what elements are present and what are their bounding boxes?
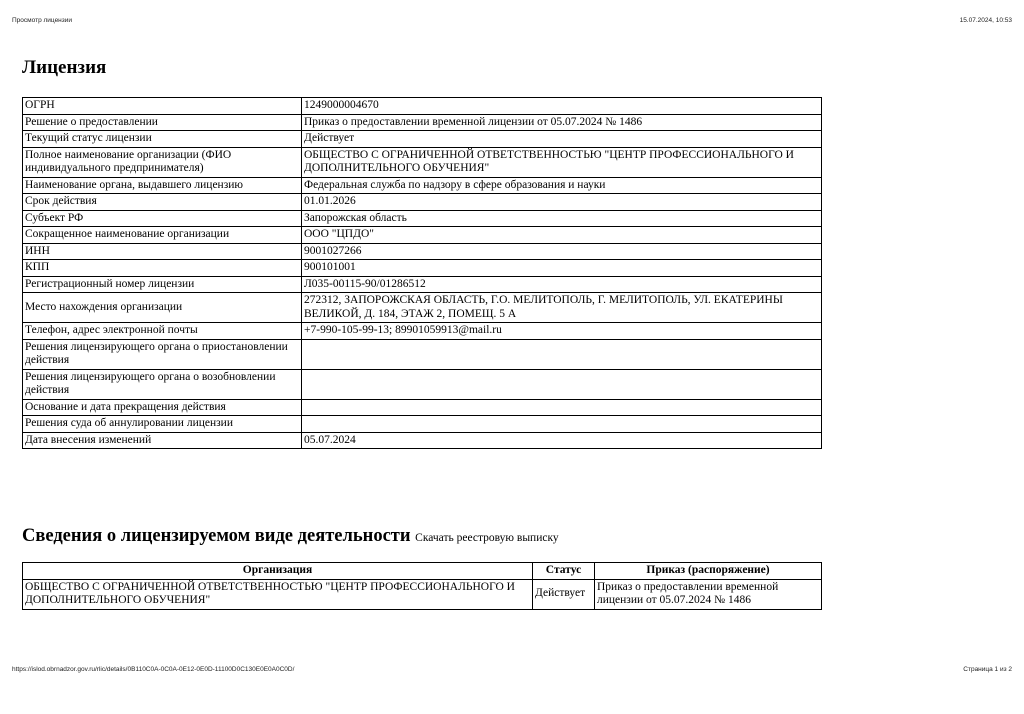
license-table-body <box>23 98 822 449</box>
license-field-value: 1249000004670 <box>302 98 822 115</box>
activity-table <box>22 562 822 610</box>
license-field-label: Решение о предоставлении <box>23 114 302 131</box>
license-table <box>22 97 822 449</box>
license-row <box>23 147 822 177</box>
print-footer-url: https://islod.obrnadzor.gov.ru/rlic/details/0B110C0A-0C0A-0E12-0E0D-11100D0C130E0E0A0C0D/ <box>12 666 295 673</box>
license-field-label: Регистрационный номер лицензии <box>23 276 302 293</box>
column-organization: Организация <box>23 563 533 580</box>
license-field-value: ООО "ЦПДО" <box>302 227 822 244</box>
license-field-value: 272312, ЗАПОРОЖСКАЯ ОБЛАСТЬ, Г.О. МЕЛИТОПОЛЬ, Г. МЕЛИТОПОЛЬ, УЛ. ЕКАТЕРИНЫ ВЕЛИКОЙ, Д. 184, ЭТАЖ 2, ПОМЕЩ. 5 А <box>302 293 822 323</box>
license-field-label: Место нахождения организации <box>23 293 302 323</box>
license-field-label: Текущий статус лицензии <box>23 131 302 148</box>
license-row <box>23 260 822 277</box>
license-field-value <box>302 399 822 416</box>
activity-status: Действует <box>533 579 595 609</box>
license-field-value: Запорожская область <box>302 210 822 227</box>
license-field-value: 05.07.2024 <box>302 432 822 449</box>
download-extract-link[interactable]: Скачать реестровую выписку <box>415 532 559 544</box>
license-field-value: Федеральная служба по надзору в сфере образования и науки <box>302 177 822 194</box>
license-field-label: Основание и дата прекращения действия <box>23 399 302 416</box>
license-row <box>23 243 822 260</box>
license-row <box>23 323 822 340</box>
license-row <box>23 131 822 148</box>
license-row <box>23 276 822 293</box>
license-row <box>23 399 822 416</box>
activity-heading-text: Сведения о лицензируемом виде деятельности <box>22 526 411 546</box>
license-field-value: 9001027266 <box>302 243 822 260</box>
license-heading: Лицензия <box>22 57 107 78</box>
print-footer-page: Страница 1 из 2 <box>963 666 1012 673</box>
license-row <box>23 210 822 227</box>
print-header-title: Просмотр лицензии <box>12 17 73 24</box>
print-footer <box>12 666 1012 673</box>
license-field-value: Приказ о предоставлении временной лицензии от 05.07.2024 № 1486 <box>302 114 822 131</box>
activity-organization: ОБЩЕСТВО С ОГРАНИЧЕННОЙ ОТВЕТСТВЕННОСТЬЮ "ЦЕНТР ПРОФЕССИОНАЛЬНОГО И ДОПОЛНИТЕЛЬНОГО ОБУЧЕНИЯ" <box>23 579 533 609</box>
license-field-value: 900101001 <box>302 260 822 277</box>
license-field-label: Полное наименование организации (ФИО индивидуального предпринимателя) <box>23 147 302 177</box>
license-row <box>23 194 822 211</box>
column-status: Статус <box>533 563 595 580</box>
activity-row <box>23 579 822 609</box>
license-field-value <box>302 339 822 369</box>
license-row <box>23 98 822 115</box>
license-field-label: Срок действия <box>23 194 302 211</box>
activity-table-header-row <box>23 563 822 580</box>
license-field-value: 01.01.2026 <box>302 194 822 211</box>
license-field-value: Действует <box>302 131 822 148</box>
license-row <box>23 339 822 369</box>
print-header-datetime: 15.07.2024, 10:53 <box>959 17 1012 24</box>
license-row <box>23 114 822 131</box>
main-content <box>22 56 822 610</box>
activity-order: Приказ о предоставлении временной лицензии от 05.07.2024 № 1486 <box>595 579 822 609</box>
license-row <box>23 369 822 399</box>
activity-heading <box>22 525 822 549</box>
activity-table-body <box>23 579 822 609</box>
license-field-label: Решения лицензирующего органа о приостановлении действия <box>23 339 302 369</box>
license-field-label: Наименование органа, выдавшего лицензию <box>23 177 302 194</box>
license-field-label: КПП <box>23 260 302 277</box>
license-row <box>23 227 822 244</box>
license-field-value <box>302 369 822 399</box>
license-field-label: Субъект РФ <box>23 210 302 227</box>
license-field-label: Решения суда об аннулировании лицензии <box>23 416 302 433</box>
license-field-value: +7-990-105-99-13; 89901059913@mail.ru <box>302 323 822 340</box>
license-field-label: Дата внесения изменений <box>23 432 302 449</box>
column-order: Приказ (распоряжение) <box>595 563 822 580</box>
license-row <box>23 416 822 433</box>
license-field-value <box>302 416 822 433</box>
license-field-value: ОБЩЕСТВО С ОГРАНИЧЕННОЙ ОТВЕТСТВЕННОСТЬЮ "ЦЕНТР ПРОФЕССИОНАЛЬНОГО И ДОПОЛНИТЕЛЬНОГО ОБУЧЕНИЯ" <box>302 147 822 177</box>
license-field-value: Л035-00115-90/01286512 <box>302 276 822 293</box>
license-row <box>23 177 822 194</box>
license-field-label: Телефон, адрес электронной почты <box>23 323 302 340</box>
print-header <box>12 17 1012 24</box>
license-field-label: ИНН <box>23 243 302 260</box>
license-field-label: Решения лицензирующего органа о возобновлении действия <box>23 369 302 399</box>
license-field-label: ОГРН <box>23 98 302 115</box>
license-row <box>23 432 822 449</box>
license-row <box>23 293 822 323</box>
license-field-label: Сокращенное наименование организации <box>23 227 302 244</box>
